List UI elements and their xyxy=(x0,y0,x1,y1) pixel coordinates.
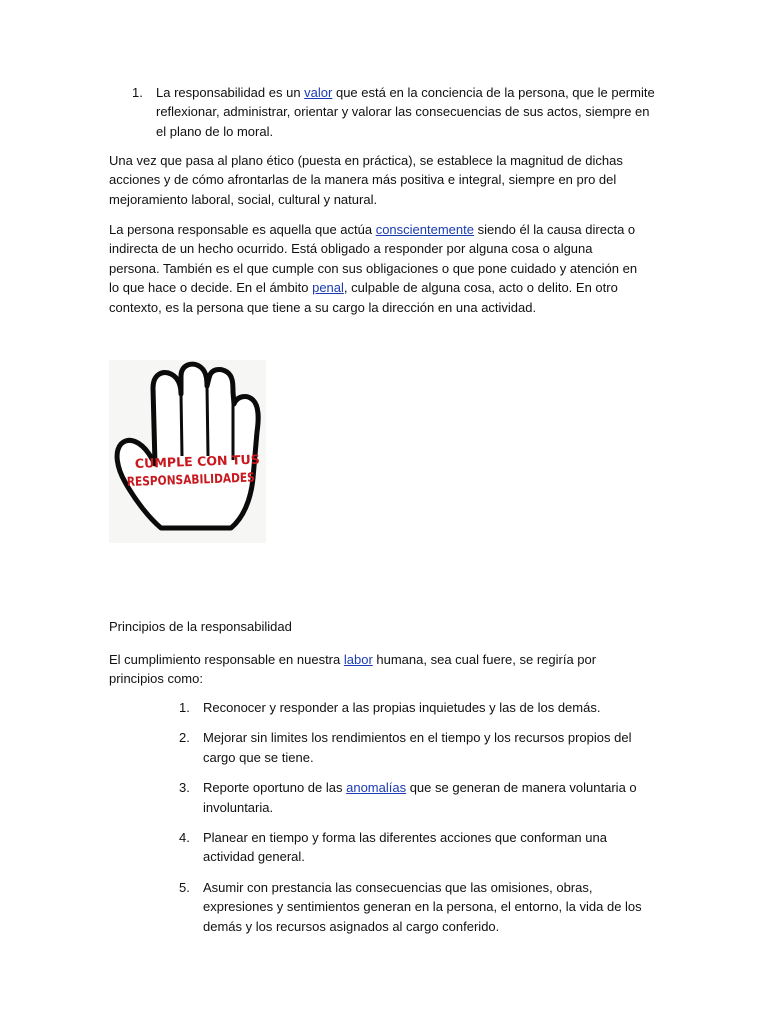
list-number: 4. xyxy=(179,830,190,846)
list-item xyxy=(179,778,653,817)
link-valor[interactable]: valor xyxy=(304,85,333,100)
list-item xyxy=(179,878,653,936)
list-number: 3. xyxy=(179,780,190,796)
list-item xyxy=(132,83,656,141)
list-text: Asumir con prestancia las consecuencias que las omisiones, obras, expresiones y sentimientos generan en la persona, el entorno, la vida de los demás y los recursos asignados al cargo conferido. xyxy=(203,879,642,934)
list-text: La responsabilidad es un xyxy=(156,85,305,100)
list-item xyxy=(179,728,653,767)
paragraph-text: humana, sea cual fuere, se regiría por principios como: xyxy=(109,652,597,687)
hand-caption-line2: RESPONSABILIDADES xyxy=(126,468,266,489)
list-text: Mejorar sin limites los rendimientos en el tiempo y los recursos propios del cargo que se tiene. xyxy=(203,730,632,765)
list-text: que está en la conciencia de la persona, que le permite reflexionar, administrar, orientar y valorar las consecuencias de sus actos, siempre en el plano de lo moral. xyxy=(156,85,655,139)
paragraph-text: El cumplimiento responsable en nuestra xyxy=(109,652,344,667)
link-penal[interactable]: penal xyxy=(312,280,344,296)
list-item xyxy=(179,698,653,717)
paragraph-text: La persona responsable es aquella que actúa xyxy=(109,222,376,237)
list-text: Planear en tiempo y forma las diferentes acciones que conforman una actividad general. xyxy=(203,830,607,865)
list-number: 1. xyxy=(179,700,190,715)
link-anomalias[interactable]: anomalías xyxy=(346,780,407,796)
paragraph xyxy=(109,650,644,689)
section-heading: Principios de la responsabilidad xyxy=(109,619,292,634)
finger-line xyxy=(207,386,208,456)
list-text: Reporte oportuno de las xyxy=(203,780,347,796)
paragraph-text: siendo él la causa directa o indirecta de un hecho ocurrido. Está obligado a responder por alguna cosa o alguna persona. También es el que cumple con sus obligaciones o que pone cuidado y atención en lo que hace o decide. En el ámbito xyxy=(109,222,638,296)
list-text: Reconocer y responder a las propias inquietudes y las de los demás. xyxy=(203,700,601,715)
hand-drawing xyxy=(109,360,266,543)
list-text: que se generan de manera voluntaria o involuntaria. xyxy=(203,780,637,815)
list-number: 2. xyxy=(179,730,190,746)
paragraph: Una vez que pasa al plano ético (puesta en práctica), se establece la magnitud de dichas acciones y de cómo afrontarlas de la manera más positiva e integral, siempre en pro del mejoramiento laboral, social, cultural y natural. xyxy=(109,153,623,207)
link-conscientemente[interactable]: conscientemente xyxy=(375,222,474,237)
paragraph-text: , culpable de alguna cosa, acto o delito. En otro contexto, es la persona que tiene a su cargo la dirección en una actividad. xyxy=(109,280,618,315)
link-labor[interactable]: labor xyxy=(343,652,373,667)
hand-caption-line1: CUMPLE CON TUS xyxy=(134,451,261,471)
definition-list xyxy=(132,83,656,141)
finger-line xyxy=(181,394,182,456)
paragraph xyxy=(109,220,644,317)
list-number: 5. xyxy=(179,879,190,895)
list-item xyxy=(179,828,653,867)
list-number: 1. xyxy=(132,85,143,100)
hand-illustration xyxy=(109,360,266,543)
principles-list xyxy=(179,698,653,936)
